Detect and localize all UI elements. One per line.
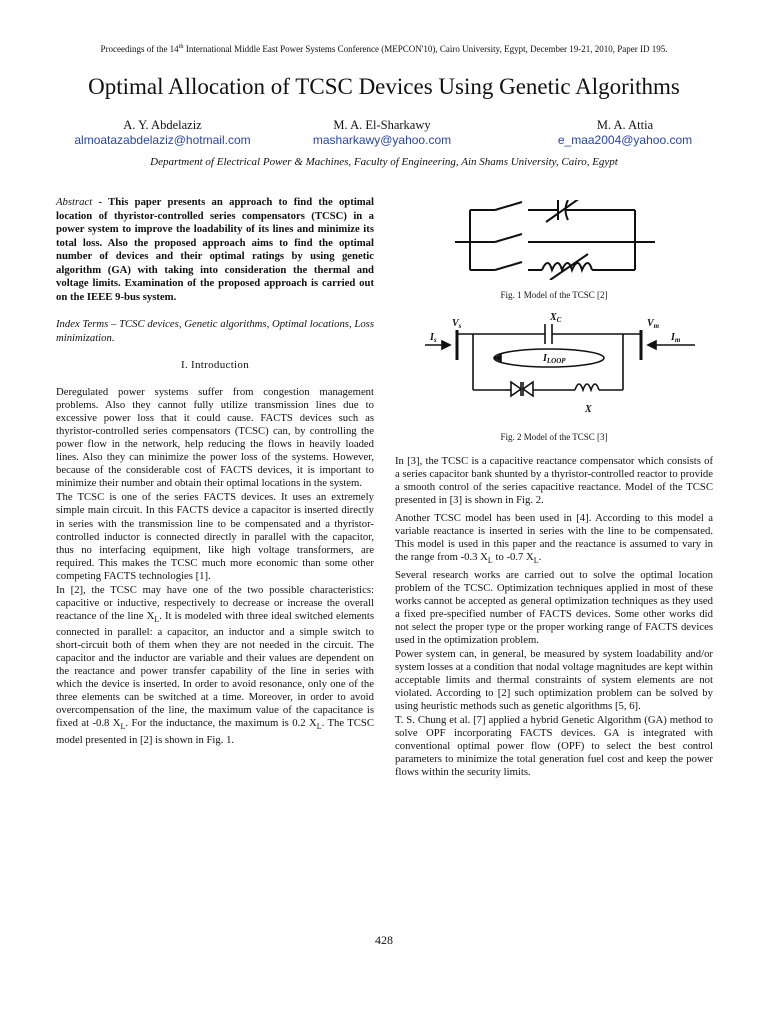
proceedings-header: Proceedings of the 14th International Middle East Power Systems Conference (MEPCON'10), Cairo University, Egypt, December 19-21, 2010, Paper ID 195.	[100, 43, 668, 54]
fig1-caption: Fig. 1 Model of the TCSC [2]	[500, 290, 608, 300]
label-im: $I_m$	[671, 332, 681, 344]
author-email[interactable]: masharkawy@yahoo.com	[312, 133, 452, 147]
author-3	[525, 118, 725, 147]
author-name: M. A. Attia	[596, 118, 654, 132]
paragraph: T. S. Chung et al. [7] applied a hybrid Genetic Algorithm (GA) method to solve OPF incorporating FACTS devices. GA is integrated with conventional optimal power flow (OPF) to select the best control parameters to minimize the total generation fuel cost and keep the power flows within the security limits.	[395, 714, 713, 779]
left-column	[56, 196, 374, 748]
paragraph: In [2], the TCSC may have one of the two possible characteristics: capacitive or inductive, respectively to decrease or increase the overall reactance of the line $X_L$. It is modeled with three ideal switched elements connected in parallel: a capacitor, an inductor and a simple switch to short-circuit both of them when they are not needed in the circuit. The capacitor and the inductor are variable and their values are dependent on the reactance and power transfer capability of the line in series with which the device is inserted. In order to avoid resonance, only one of the three elements can be switched at a time. Moreover, in order to avoid overcompensation of the line, the maximum value of the capacitance is fixed at -0.8 $X_L$. For the inductance, the maximum is 0.2 $X_L$. The TCSC model presented in [2] is shown in Fig. 1.	[56, 583, 375, 746]
fig1-tcsc-circuit	[450, 200, 665, 280]
paper-title: Optimal Allocation of TCSC Devices Using Genetic Algorithms	[88, 74, 680, 99]
fig2-tcsc-circuit	[425, 312, 695, 417]
author-email[interactable]: e_maa2004@yahoo.com	[557, 133, 693, 147]
section-heading-introduction: I. Introduction	[180, 359, 250, 371]
author-name: M. A. El-Sharkawy	[333, 118, 431, 132]
label-iloop: $I_{LOOP}$	[543, 353, 566, 365]
label-xc: $X_C$	[550, 312, 562, 324]
department-affiliation: Department of Electrical Power & Machines, Faculty of Engineering, Ain Shams University, Cairo, Egypt	[150, 156, 618, 168]
label-vm: $V_m$	[647, 318, 660, 330]
paragraph: Power system can, in general, be measured by system loadability and/or system losses at a condition that nodal voltage magnitudes are kept within acceptable limits and thermal constraints of system elements are not violated. According to [2] such optimization problem can be solved by using heuristic methods such as genetic algorithms [5, 6].	[395, 647, 713, 712]
abstract: Abstract - This paper presents an approach to find the optimal location of thyristor-controlled series compensators (TCSC) in a power system to improve the loadability of its lines and minimize its total loss. Also the proposed approach aims to find the optimal number of devices and their optimal ratings by using genetic algorithm (GA) with taking into consideration the thermal and voltage limits. Examination of the proposed approach is carried out on the IEEE 9-bus system.	[56, 196, 374, 303]
author-email[interactable]: almoatazabdelaziz@hotmail.com	[74, 133, 251, 147]
author-block	[0, 118, 768, 152]
label-x: X	[585, 404, 592, 415]
author-1	[55, 118, 270, 147]
label-is: $I_s$	[430, 332, 437, 344]
abstract-label: Abstract	[56, 196, 93, 208]
fig2-caption: Fig. 2 Model of the TCSC [3]	[500, 432, 608, 442]
right-column	[395, 455, 713, 780]
paragraph: In [3], the TCSC is a capacitive reactance compensator which consists of a series capacitor bank shunted by a thyristor-controlled reactor to provide a smooth control of the series capacitive reactance. Model of the TCSC presented in [3] is shown in Fig. 2.	[395, 455, 713, 507]
author-2	[282, 118, 482, 147]
paragraph: Several research works are carried out to solve the optimal location problem of the TCSC. Optimization techniques applied in most of these works cannot be accepted as general optimization techniques as they used a fixed pre-specified number of FACTS devices. Some other works did not select the proper type or the proper working range of FACTS devices used in the optimization problem.	[395, 568, 713, 646]
index-terms: Index Terms – TCSC devices, Genetic algorithms, Optimal locations, Loss minimization.	[56, 318, 374, 344]
author-name: A. Y. Abdelaziz	[123, 118, 202, 132]
paragraph: The TCSC is one of the series FACTS devices. It uses an extremely simple main circuit. In this FACTS device a capacitor is inserted directly in series with the transmission line to be compensated and a thyristor-controlled inductor is connected directly in parallel with the capacitor, thus no interfacing equipment, like high voltage transformers, are required. This makes the TCSC much more economic than some other competing FACTS technologies [1].	[56, 491, 374, 582]
label-vs: $V_s$	[452, 318, 462, 330]
paragraph: Another TCSC model has been used in [4]. According to this model a variable reactance is inserted in series with the line to be compensated. This model is used in this paper and the reactance is assumed to vary in the range from -0.3 $X_L$ to -0.7 $X_L$.	[395, 512, 713, 566]
paragraph: Deregulated power systems suffer from congestion management problems. Also they cannot fully utilize transmission lines due to excessive power loss that it could cause. FACTS devices such as thyristor-controlled series compensators (TCSC) can, by controlling the power flow in the network, help reducing the flows in heavily loaded lines. Also they can minimize the power loss of the systems. However, because of the considerable cost of FACTS devices, it is important to minimize their number and obtain their optimal locations in the system.	[56, 386, 374, 490]
page-number: 428	[375, 933, 393, 947]
